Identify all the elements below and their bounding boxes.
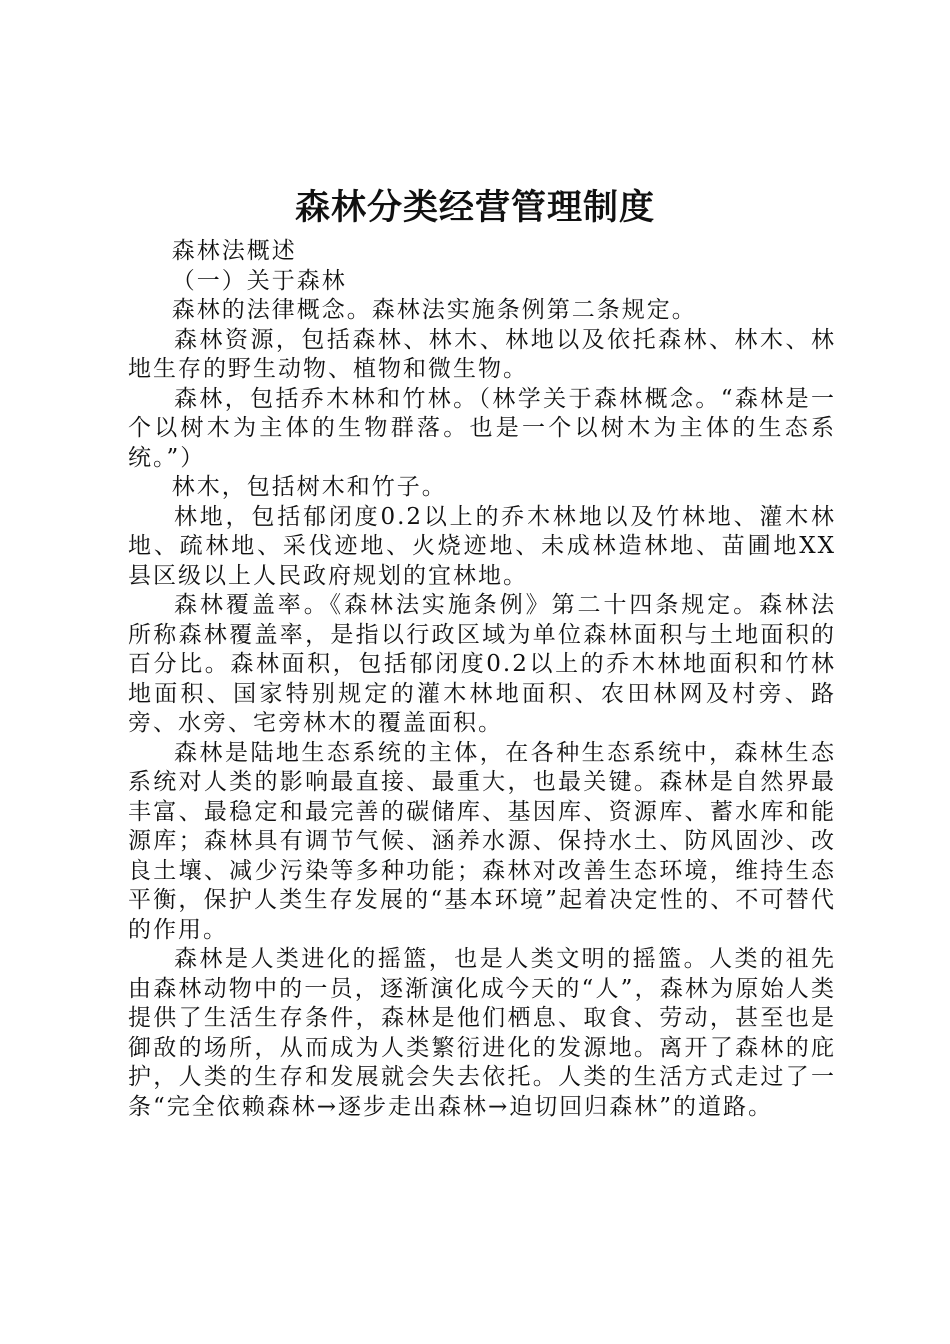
document-title: 森林分类经营管理制度 — [294, 188, 655, 228]
paragraph: 森林是陆地生态系统的主体，在各种生态系统中，森林生态系统对人类的影响最直接、最重大，也最关键。森林是自然界最丰富、最稳定和最完善的碳储库、基因库、资源库、蓄水库和能源库；森林具有调节气候、涵养水源、保持水土、防风固沙、改良土壤、减少污染等多种功能；森林对改善生态环境，维持生态平衡，保护人类生存发展的“基本环境”起着决定性的、不可替代的作用。 — [128, 739, 836, 943]
paragraph: 林木，包括树木和竹子。 — [171, 474, 447, 500]
paragraph: 森林覆盖率。《森林法实施条例》第二十四条规定。森林法所称森林覆盖率，是指以行政区域为单位森林面积与土地面积的百分比。森林面积，包括郁闭度0.2以上的乔木林地面积和竹林地面积、国家特别规定的灌木林地面积、农田林网及村旁、路旁、水旁、宅旁林木的覆盖面积。 — [128, 592, 836, 736]
paragraph-subheading: （一）关于森林 — [171, 267, 347, 294]
paragraph: 森林的法律概念。森林法实施条例第二条规定。 — [171, 297, 697, 323]
paragraph: 森林资源，包括森林、林木、林地以及依托森林、林木、林地生存的野生动物、植物和微生物。 — [128, 326, 836, 382]
paragraph: 森林是人类进化的摇篮，也是人类文明的摇篮。人类的祖先由森林动物中的一员，逐渐演化成今天的“人”，森林为原始人类提供了生活生存条件，森林是他们栖息、取食、劳动，甚至也是御敌的场所，从而成为人类繁衍进化的发源地。离开了森林的庇护，人类的生存和发展就会失去依托。人类的生活方式走过了一条“完全依赖森林→逐步走出森林→迫切回归森林”的道路。 — [128, 946, 836, 1120]
document-body — [128, 237, 836, 1122]
paragraph: 林地，包括郁闭度0.2以上的乔木林地以及竹林地、灌木林地、疏林地、采伐迹地、火烧迹地、未成林造林地、苗圃地XX县区级以上人民政府规划的宜林地。 — [128, 503, 836, 589]
paragraph-heading: 森林法概述 — [171, 238, 297, 264]
paragraph: 森林，包括乔木林和竹林。（林学关于森林概念。“森林是一个以树木为主体的生物群落。也是一个以树木为主体的生态系统。”） — [128, 385, 836, 471]
